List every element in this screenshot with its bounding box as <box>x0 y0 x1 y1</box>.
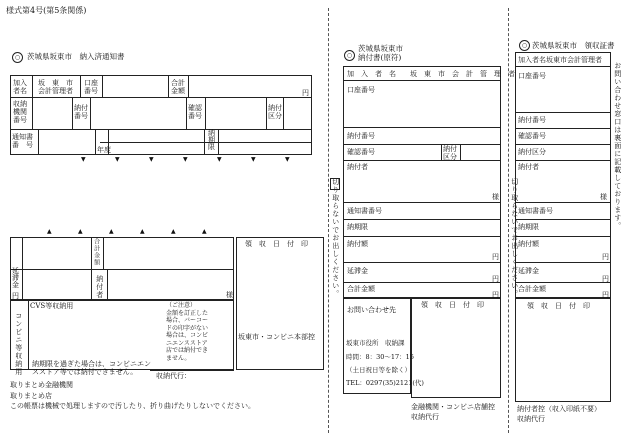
right-cut-note: 切り取らないでお出しください。 <box>510 178 519 298</box>
right-total: 合計金額 <box>518 285 546 293</box>
right-total-yen: 円 <box>602 291 609 299</box>
late-fee-yen: 円 <box>12 292 19 300</box>
middle-payment-no: 納付番号 <box>347 132 375 140</box>
middle-account-no: 口座番号 <box>347 86 375 94</box>
right-payment-class: 納付区分 <box>518 148 546 156</box>
seal-icon: ○ <box>344 50 355 61</box>
down-triangle-icon: ▼ <box>115 156 120 163</box>
total-vertical-label: 合計金額 <box>92 238 100 266</box>
middle-sama: 様 <box>492 193 499 201</box>
seal-icon: ○ <box>12 52 23 63</box>
middle-confirm-no: 確認番号 <box>347 148 375 156</box>
middle-grid <box>343 66 501 298</box>
middle-receipt-stamp-box <box>411 298 501 398</box>
seal-icon: ○ <box>519 40 530 51</box>
payer-copy-label: 納付者控（収入印紙不要） <box>517 405 601 413</box>
right-deadline: 納期限 <box>518 223 539 231</box>
store-summary-label: 取りまとめ店 <box>10 392 52 400</box>
bank-summary-label: 取りまとめ金融機関 <box>10 381 73 389</box>
up-triangle-icon: ▲ <box>140 228 145 235</box>
deadline-label: 納 期 限 <box>208 129 215 151</box>
middle-total-yen: 円 <box>492 291 499 299</box>
middle-payer-row: 加 入 者 名 坂 東 市 会 計 管 理 者 <box>347 70 515 78</box>
middle-payer: 納付者 <box>347 163 368 171</box>
notice-no-label: 通知書 番 号 <box>12 133 33 150</box>
down-triangle-icon: ▼ <box>217 156 222 163</box>
inquiry-label: お問い合わせ先 <box>347 306 396 314</box>
middle-notice-no: 通知書番号 <box>347 207 382 215</box>
payment-class-label: 納付 区分 <box>268 104 282 121</box>
payee-name: 坂 東 市 会計管理者 <box>38 79 73 96</box>
total-yen: 円 <box>302 89 309 97</box>
agency-label: 収納 機関 番号 <box>13 100 27 125</box>
payment-no-label: 納付 番号 <box>74 104 88 121</box>
right-late-fee: 延滞金 <box>518 267 539 275</box>
down-triangle-icon: ▼ <box>149 156 154 163</box>
right-payment-no: 納付番号 <box>518 116 546 124</box>
form-number: 様式第4号(第5条関係) <box>6 6 87 15</box>
right-title: 茨城県坂東市 領収証書 <box>532 41 615 50</box>
right-notice-no: 通知書番号 <box>518 207 553 215</box>
confirm-no-label: 確認 番号 <box>188 104 202 121</box>
late-fee-label: 延 滞 金 <box>12 267 19 289</box>
caution-note: （ご注意） 金額を訂正した 場合、バーコー ドの印字がない 場合は、コンビ ニエンスストア 店では納付でき ません。 <box>166 302 209 362</box>
cut-mark <box>330 178 340 190</box>
middle-payment-class: 納付 区分 <box>443 145 457 162</box>
middle-late-fee: 延滞金 <box>347 267 368 275</box>
bank-conv-label: 金融機関・コンビニ店舗控 <box>411 403 495 411</box>
deadline-note: 納期限を過ぎた場合は、コンビニエン スストア等では納付できません。 <box>32 360 151 377</box>
inquiry-vertical-note: お問い合わせ窓口は裏面に記載しております。 <box>613 62 622 230</box>
payer-vertical-label: 納付者 <box>95 275 104 299</box>
office-label: 坂東市役所 収納課 <box>346 339 405 347</box>
left-collector: 収納代行： <box>156 372 191 380</box>
bando-conv-label: 坂東市・コンビニ本部控 <box>238 333 315 341</box>
right-payer: 納付者 <box>518 163 539 171</box>
down-triangle-icon: ▼ <box>81 156 86 163</box>
middle-payment-amount: 納付額 <box>347 240 368 248</box>
up-triangle-icon: ▲ <box>78 228 83 235</box>
up-triangle-icon: ▲ <box>171 228 176 235</box>
hours-label: 時間：8：30〜17：15 <box>346 353 414 361</box>
down-triangle-icon: ▼ <box>251 156 256 163</box>
right-account-no: 口座番号 <box>518 72 546 80</box>
middle-title: 茨城県坂東市 納付書(原符) <box>358 44 403 62</box>
account-label: 口座 番号 <box>84 79 98 96</box>
right-sama: 様 <box>600 193 607 201</box>
right-late-yen: 円 <box>602 275 609 283</box>
right-collector: 収納代行 <box>517 415 545 423</box>
down-triangle-icon: ▼ <box>285 156 290 163</box>
holiday-label: （土日祝日等を除く） <box>346 366 411 374</box>
conv-vertical-label: コンビニ等収納用 <box>14 312 23 376</box>
middle-cut-note: 切り取らないでお出しください。 <box>331 178 340 298</box>
cvs-label: CVS等収納用 <box>30 302 74 310</box>
middle-amount-yen: 円 <box>492 253 499 261</box>
left-receipt-stamp-label: 領 収 日 付 印 <box>245 240 308 248</box>
left-sama: 様 <box>226 291 233 299</box>
middle-deadline: 納期限 <box>347 223 368 231</box>
tel-label: TEL：0297(35)2121(代) <box>346 379 424 387</box>
right-receipt-stamp-box <box>515 298 611 402</box>
up-triangle-icon: ▲ <box>109 228 114 235</box>
payer-label: 加入 者名 <box>13 79 27 96</box>
down-triangle-icon: ▼ <box>183 156 188 163</box>
middle-total: 合計金額 <box>347 285 375 293</box>
right-payment-amount: 納付額 <box>518 240 539 248</box>
middle-collector: 収納代行 <box>411 413 439 421</box>
right-amount-yen: 円 <box>602 253 609 261</box>
up-triangle-icon: ▲ <box>202 228 207 235</box>
right-receipt-stamp-label: 領 収 日 付 印 <box>527 302 590 310</box>
year-label: 年度 <box>97 146 111 154</box>
middle-receipt-stamp-label: 領 収 日 付 印 <box>421 301 484 309</box>
right-payer-row: 加入者名坂東市会計管理者 <box>518 56 602 64</box>
left-title: 茨城県坂東市 納入済通知書 <box>27 52 125 61</box>
middle-late-yen: 円 <box>492 275 499 283</box>
machine-note: この帳票は機械で処理しますので汚したり、折り曲げたりしないでください。 <box>10 402 255 410</box>
right-confirm-no: 確認番号 <box>518 132 546 140</box>
up-triangle-icon: ▲ <box>47 228 52 235</box>
left-receipt-stamp-box <box>236 237 324 370</box>
total-label: 合計 金額 <box>171 79 185 96</box>
